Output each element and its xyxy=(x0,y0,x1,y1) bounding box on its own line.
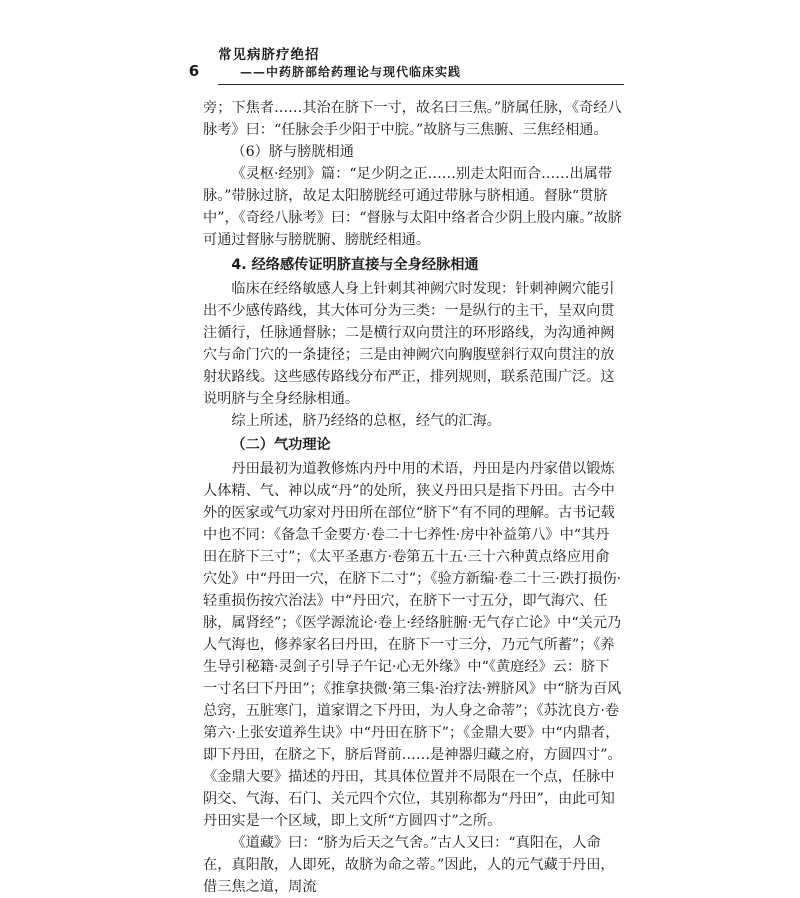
book-title: 常见病脐疗绝招 xyxy=(218,47,320,63)
page-body xyxy=(203,97,623,898)
paragraph-bladder: 《灵枢·经别》篇：“足少阴之正……别走太阳而合……出属带脉。”带脉过脐，故足太阳膀胱经可通过带脉与脐相通。督脉“贯脐中”，《奇经八脉考》曰：“督脉与太阳中络者合少阴上股内廉。”故脐可通过督脉与膀胱腑、膀胱经相通。 xyxy=(203,166,622,248)
heading-meridian-conduction: 4. 经络感传证明脐直接与全身经脉相通 xyxy=(231,257,479,273)
heading-qigong-theory: （二）气功理论 xyxy=(231,437,331,453)
paragraph-daozang: 《道藏》曰：“脐为后天之气舍。”古人又曰：“真阳在，人命在，真阳散，人即死，故脐为命之蒂。”因此，人的元气藏于丹田，借三焦之道，周流 xyxy=(203,835,615,895)
paragraph-summary: 综上所述，脐乃经络的总枢，经气的汇海。 xyxy=(231,413,501,429)
paragraph-conduction: 临床在经络敏感人身上针刺其神阙穴时发现：针刺神阙穴能引出不少感传路线，其大体可分为三类：一是纵行的主干，呈双向贯注循行，任脉通督脉；二是横行双向贯注的环形路线，为沟通神阙穴与命门穴的一条捷径；三是由神阙穴向胸腹壁斜行双向贯注的放射状路线。这些感传路线分布严正，排列规则，联系范围广泛。这说明脐与全身经脉相通。 xyxy=(203,281,615,407)
page-number: 6 xyxy=(188,62,200,80)
paragraph-dantian: 丹田最初为道教修炼内丹中用的术语，丹田是内丹家借以锻炼人体精、气、神以成“丹”的处所，狭义丹田只是指下丹田。古今中外的医家或气功家对丹田所在部位“脐下”有不同的理解。古书记载中也不同：《备急千金要方·卷二十七养性·房中补益第八》中“其丹田在脐下三寸”；《太平圣惠方·卷第五十五·三十六种黄点络应用俞穴处》中“丹田一穴，在脐下二寸”；《验方新编·卷二十三·跌打损伤·轻重损伤按穴治法》中“丹田穴，在脐下一寸五分，即气海穴、任脉，属肾经”；《医学源流论·卷上·经络脏腑·无气存亡论》中“关元乃人气海也，修养家名曰丹田，在脐下一寸三分，乃元气所蓄”；《养生导引秘籍·灵剑子引导子午记·心无外缘》中“《黄庭经》云：脐下一寸名曰下丹田”；《推拿抉微·第三集·治疗法·辨脐风》中“脐为百风总窍，五脏寒门，道家谓之下丹田，为人身之命蒂”；《苏沈良方·卷第六·上张安道养生诀》中“丹田在脐下”；《金鼎大要》中“内鼎者，即下丹田，在脐之下，脐后肾前……是神器归藏之府，方圆四寸”。《金鼎大要》描述的丹田，其具体位置并不局限在一个点，任脉中阴交、气海、石门、关元四个穴位，其别称都为“丹田”，由此可知丹田实是一个区域，即上文所“方圆四寸”之所。 xyxy=(203,461,622,829)
book-subtitle: ——中药脐部给药理论与现代临床实践 xyxy=(240,65,462,79)
header-rule xyxy=(218,84,624,85)
paragraph-continuation: 旁；下焦者……其治在脐下一寸，故名曰三焦。”脐属任脉，《奇经八脉考》曰：“任脉会手少阳于中脘。”故脐与三焦腑、三焦经相通。 xyxy=(203,100,622,138)
subheading-navel-bladder: （6）脐与膀胱相通 xyxy=(231,144,354,160)
